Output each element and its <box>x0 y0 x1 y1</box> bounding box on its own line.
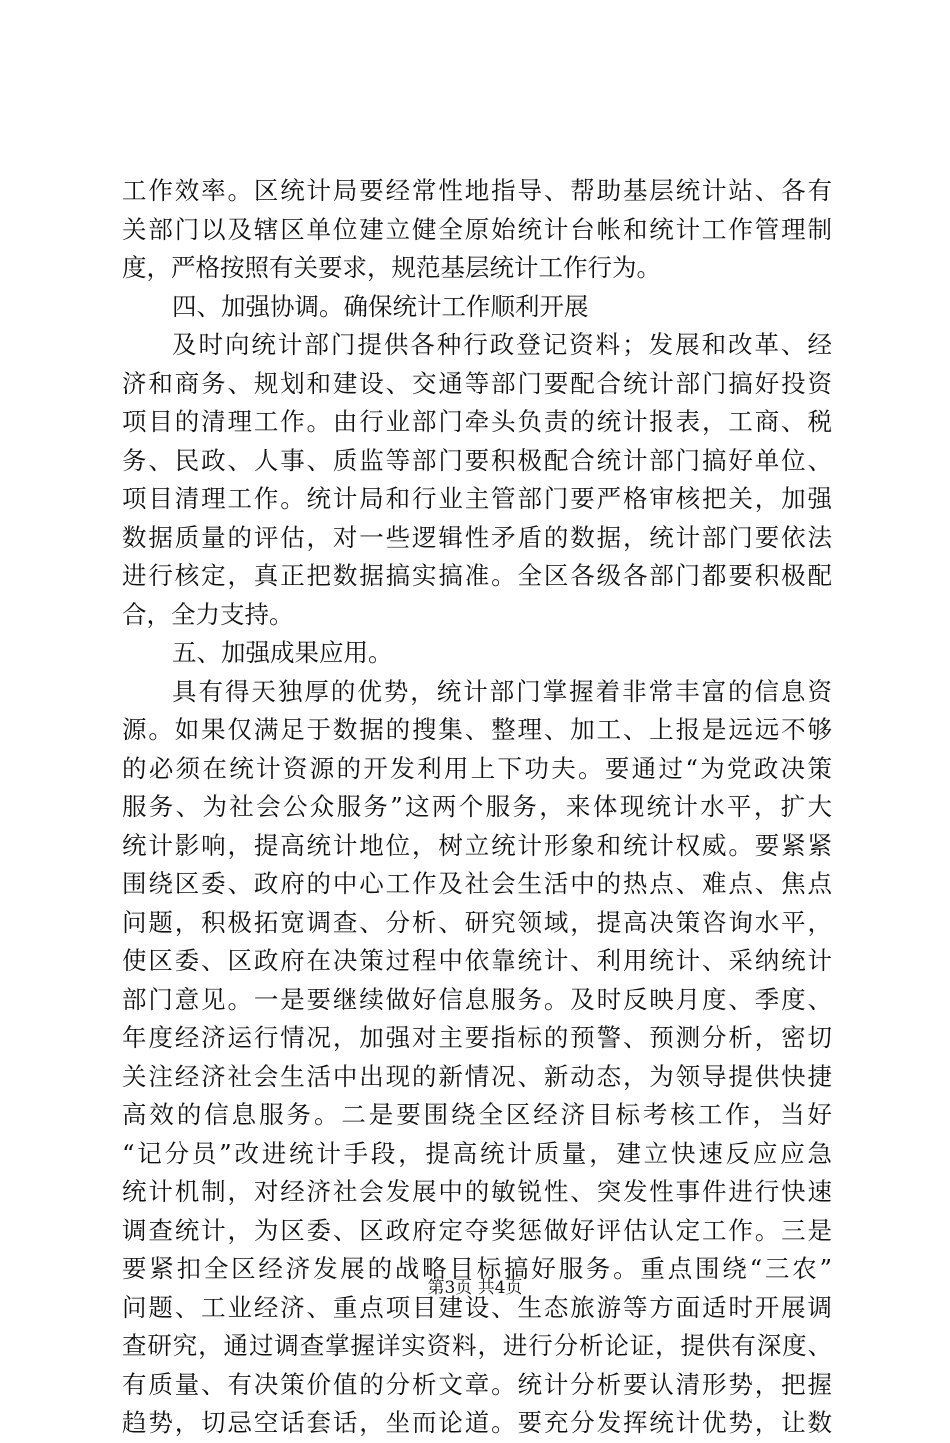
text-line: 济和商务、规划和建设、交通等部门要配合统计部门搞好投资 <box>122 368 832 398</box>
text-line: 进行核定，真正把数据搞实搞准。全区各级各部门都要积极配 <box>122 561 832 590</box>
document-body <box>122 172 832 1443</box>
text-line: 项目清理工作。统计局和行业主管部门要严格审核把关，加强 <box>122 484 832 513</box>
text-line: 部门意见。一是要继续做好信息服务。及时反映月度、季度、 <box>122 984 832 1014</box>
text-line: 统计影响，提高统计地位，树立统计形象和统计权威。要紧紧 <box>122 830 832 860</box>
text-line: 问题、工业经济、重点项目建设、生态旅游等方面适时开展调 <box>122 1292 832 1322</box>
text-line: 使区委、区政府在决策过程中依靠统计、利用统计、采纳统计 <box>122 946 832 975</box>
text-line: 围绕区委、政府的中心工作及社会生活中的热点、难点、焦点 <box>122 869 832 898</box>
text-line: 统计机制，对经济社会发展中的敏锐性、突发性事件进行快速 <box>122 1177 832 1206</box>
text-line: 趋势，切忌空话套话，坐而论道。要充分发挥统计优势，让数 <box>122 1408 832 1437</box>
text-line: 有质量、有决策价值的分析文章。统计分析要认清形势，把握 <box>122 1369 832 1399</box>
text-line: 要紧扣全区经济发展的战略目标搞好服务。重点围绕“三农” <box>122 1254 832 1283</box>
text-line: 年度经济运行情况，加强对主要指标的预警、预测分析，密切 <box>122 1023 832 1052</box>
text-line: 度，严格按照有关要求，规范基层统计工作行为。 <box>122 253 661 282</box>
text-line: 高效的信息服务。二是要围绕全区经济目标考核工作，当好 <box>122 1100 832 1129</box>
text-line: 具有得天独厚的优势，统计部门掌握着非常丰富的信息资 <box>172 676 832 706</box>
text-line: 查研究，通过调查掌握详实资料，进行分析论证，提供有深度、 <box>122 1331 832 1360</box>
text-line: 问题，积极拓宽调查、分析、研究领域，提高决策咨询水平， <box>122 907 832 937</box>
text-line: 关部门以及辖区单位建立健全原始统计台帐和统计工作管理制 <box>122 214 832 244</box>
text-line: 源。如果仅满足于数据的搜集、整理、加工、上报是远远不够 <box>122 715 832 744</box>
text-line: 务、民政、人事、质监等部门要积极配合统计部门搞好单位、 <box>122 445 832 475</box>
text-line: 关注经济社会生活中出现的新情况、新动态，为领导提供快捷 <box>122 1061 832 1091</box>
text-line: 及时向统计部门提供各种行政登记资料；发展和改革、经 <box>172 330 832 359</box>
page-footer: 第3页 共4页 <box>427 1278 523 1298</box>
text-line: 数据质量的评估，对一些逻辑性矛盾的数据，统计部门要依法 <box>122 522 832 552</box>
text-line: 工作效率。区统计局要经常性地指导、帮助基层统计站、各有 <box>122 176 832 205</box>
text-line: 合，全力支持。 <box>122 599 294 629</box>
text-line: 四、加强协调。确保统计工作顺利开展 <box>172 291 589 321</box>
text-line: “记分员”改进统计手段，提高统计质量，建立快速反应应急 <box>122 1138 832 1168</box>
text-line: 项目的清理工作。由行业部门牵头负责的统计报表，工商、税 <box>122 407 832 436</box>
text-line: 的必须在统计资源的开发利用上下功夫。要通过“为党政决策 <box>122 753 832 783</box>
text-line: 五、加强成果应用。 <box>172 638 393 667</box>
text-line: 调查统计，为区委、区政府定夺奖惩做好评估认定工作。三是 <box>122 1215 832 1245</box>
text-line: 服务、为社会公众服务”这两个服务，来体现统计水平，扩大 <box>122 792 832 821</box>
